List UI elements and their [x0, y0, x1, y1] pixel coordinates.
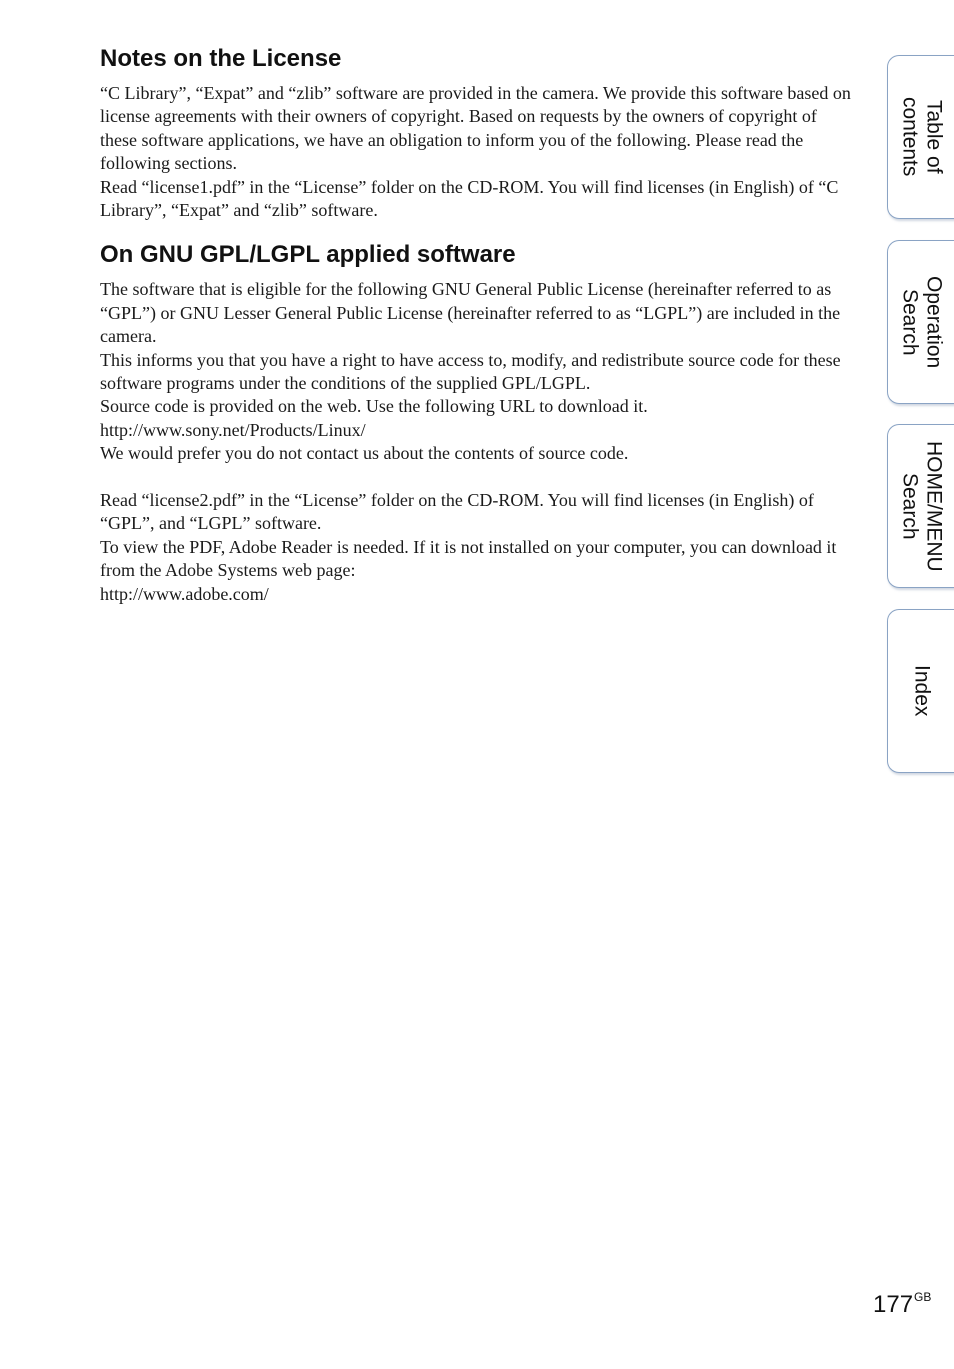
url-text: http://www.sony.net/Products/Linux/: [100, 419, 366, 440]
tab-label: Index: [910, 665, 934, 717]
page-suffix: GB: [914, 1290, 932, 1304]
tab-home-menu-search[interactable]: [887, 424, 954, 588]
page-number: $177^{GB}$: [873, 1290, 932, 1318]
tab-operation-search[interactable]: [887, 240, 954, 404]
tab-label: Operation Search: [898, 275, 946, 369]
tab-table-of-contents[interactable]: [887, 55, 954, 219]
paragraph: Read “license2.pdf” in the “License” folder on the CD-ROM. You will find licenses (in English) of “GPL”, and “LGPL” software.: [100, 490, 814, 534]
paragraph: We would prefer you do not contact us about the contents of source code.: [100, 443, 629, 464]
paragraph: This informs you that you have a right to have access to, modify, and redistribute source code for these software programs under the conditions of the supplied GPL/LGPL.: [100, 349, 841, 394]
url-text: http://www.adobe.com/: [100, 583, 269, 604]
section-heading: Notes on the License: [100, 45, 342, 72]
section-license-notes: [100, 44, 854, 222]
tab-label: HOME/MENU Search: [898, 440, 946, 572]
section-heading: On GNU GPL/LGPL applied software: [100, 241, 516, 269]
tab-label: Table of contents: [898, 97, 946, 177]
paragraph: Source code is provided on the web. Use the following URL to download it.: [100, 396, 648, 417]
paragraph: To view the PDF, Adobe Reader is needed. If it is not installed on your computer, you can download it from the Adobe Systems web page:: [100, 536, 837, 581]
page-content: [100, 44, 854, 606]
tab-index[interactable]: [887, 609, 954, 773]
paragraph: The software that is eligible for the following GNU General Public License (hereinafter referred to as “GPL”) or GNU Lesser General Public License (hereinafter referred to as “LGPL”) are included in the camera.: [100, 279, 841, 347]
paragraph: “C Library”, “Expat” and “zlib” software are provided in the camera. We provide this software based on license agreements with their owners of copyright. Based on requests by the owners of copyright of these software applications, we have an obligation to inform you of the following. Please read the following sections.: [100, 83, 851, 174]
section-gnu-gpl-lgpl: [100, 240, 854, 606]
paragraph: Read “license1.pdf” in the “License” folder on the CD-ROM. You will find licenses (in English) of “C Library”, “Expat” and “zlib” software.: [100, 176, 839, 221]
